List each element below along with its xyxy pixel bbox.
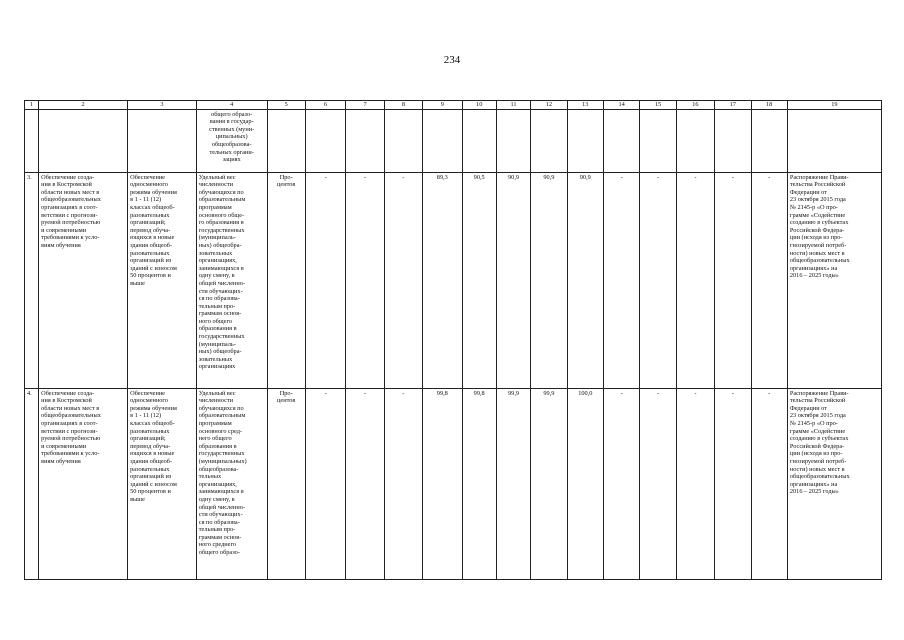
value-cell: 90,9: [567, 172, 603, 388]
value-cell: 90,9: [496, 172, 530, 388]
row-number: 3.: [25, 172, 39, 388]
value-cell: -: [751, 388, 787, 579]
value-cell: 90,9: [531, 172, 567, 388]
empty-cell: [751, 109, 787, 172]
column-header: 4: [196, 101, 267, 110]
empty-cell: [640, 109, 676, 172]
value-cell: -: [676, 172, 714, 388]
column-header: 10: [462, 101, 496, 110]
empty-cell: [267, 109, 305, 172]
unit-cell: Про- центов: [267, 388, 305, 579]
value-cell: -: [346, 388, 384, 579]
empty-cell: [39, 109, 128, 172]
value-cell: 90,5: [462, 172, 496, 388]
unit-cell: Про- центов: [267, 172, 305, 388]
task-cell: Обеспечение созда- ния в Костромской области новых мест в общеобразовательных организациях в соот- ветствии с прогнози- руемой потребностью и современными требованиями к усло- виям обучения: [39, 172, 128, 388]
column-header: 6: [305, 101, 345, 110]
empty-cell: [346, 109, 384, 172]
table-row: [25, 172, 882, 388]
column-header: 18: [751, 101, 787, 110]
indicator-cell: Удельный вес численности обучающихся по образовательным программам основного обще- го образования в государственных (муниципаль- ных) общеобра- зовательных организациях, занимающихся в одну смену, в общей численно- сти обучающих- ся по образова- тельным про- граммам основ- ного общего образования в государственных (муниципаль- ных) общеобра- зовательных организациях: [196, 172, 267, 388]
value-cell: 99,8: [462, 388, 496, 579]
indicator-cell: Удельный вес численности обучающихся по образовательным программам основного сред- него общего образования в государственных (муниципальных) общеобразова- тельных организациях, занимающихся в одну смену, в общей численно- сти обучающих- ся по образова- тельным про- граммам основ- ного среднего общего образо-: [196, 388, 267, 579]
value-cell: -: [305, 388, 345, 579]
empty-cell: [25, 109, 39, 172]
empty-cell: [305, 109, 345, 172]
empty-cell: [531, 109, 567, 172]
goal-cell: Обеспечение односменного режима обучения в 1 - 11 (12) классах общеоб- разовательных организаций; перевод обуча- ющихся в новые здания общеоб- разовательных организаций из зданий с износом 50 процентов и выше: [128, 388, 197, 579]
empty-cell: [462, 109, 496, 172]
empty-cell: [128, 109, 197, 172]
empty-cell: [715, 109, 751, 172]
column-header: 15: [640, 101, 676, 110]
empty-cell: [787, 109, 881, 172]
value-cell: -: [715, 388, 751, 579]
value-cell: -: [751, 172, 787, 388]
value-cell: -: [305, 172, 345, 388]
column-header: 1: [25, 101, 39, 110]
column-header: 12: [531, 101, 567, 110]
empty-cell: [567, 109, 603, 172]
indicator-cell: общего образо- вания в государ- ственных (муни- ципальных) общеобразова- тельных органи- зациях: [196, 109, 267, 172]
column-header: 19: [787, 101, 881, 110]
empty-cell: [676, 109, 714, 172]
value-cell: 89,3: [423, 172, 462, 388]
goal-cell: Обеспечение односменного режима обучения в 1 - 11 (12) классах общеоб- разовательных организаций; перевод обуча- ющихся в новые здания общеоб- разовательных организаций из зданий с износом 50 процентов и выше: [128, 172, 197, 388]
indicator-table: [24, 100, 882, 580]
column-header: 9: [423, 101, 462, 110]
column-header: 5: [267, 101, 305, 110]
value-cell: -: [384, 172, 422, 388]
basis-cell: Распоряжение Прави- тельства Российской Федерации от 23 октября 2015 года № 2145-р «О про- грамме «Содействие созданию в субъектах Российской Федера- ции (исходя из про- гнозируемой потреб- ности) новых мест в общеобразовательных организациях» на 2016 – 2025 годы»: [787, 388, 881, 579]
empty-cell: [384, 109, 422, 172]
value-cell: 99,9: [496, 388, 530, 579]
column-header: 11: [496, 101, 530, 110]
value-cell: -: [715, 172, 751, 388]
table-row: [25, 388, 882, 579]
column-header: 14: [603, 101, 639, 110]
value-cell: 99,9: [531, 388, 567, 579]
column-header: 16: [676, 101, 714, 110]
task-cell: Обеспечение созда- ния в Костромской области новых мест в общеобразовательных организациях в соот- ветствии с прогнози- руемой потребностью и современными требованиями к усло- виям обучения: [39, 388, 128, 579]
column-header: 8: [384, 101, 422, 110]
column-header: 2: [39, 101, 128, 110]
value-cell: 99,8: [423, 388, 462, 579]
row-number: 4.: [25, 388, 39, 579]
column-number-row: [25, 101, 882, 110]
value-cell: -: [640, 172, 676, 388]
value-cell: -: [384, 388, 422, 579]
value-cell: -: [603, 172, 639, 388]
column-header: 3: [128, 101, 197, 110]
empty-cell: [496, 109, 530, 172]
empty-cell: [423, 109, 462, 172]
column-header: 17: [715, 101, 751, 110]
value-cell: -: [640, 388, 676, 579]
column-header: 13: [567, 101, 603, 110]
value-cell: -: [603, 388, 639, 579]
value-cell: -: [676, 388, 714, 579]
page-number: 234: [443, 54, 461, 66]
value-cell: 100,0: [567, 388, 603, 579]
column-header: 7: [346, 101, 384, 110]
value-cell: -: [346, 172, 384, 388]
basis-cell: Распоряжение Прави- тельства Российской Федерации от 23 октября 2015 года № 2145-р «О про- грамме «Содействие созданию в субъектах Российской Федера- ции (исходя из про- гнозируемой потреб- ности) новых мест в общеобразовательных организациях» на 2016 – 2025 годы»: [787, 172, 881, 388]
table-row-continuation: [25, 109, 882, 172]
empty-cell: [603, 109, 639, 172]
